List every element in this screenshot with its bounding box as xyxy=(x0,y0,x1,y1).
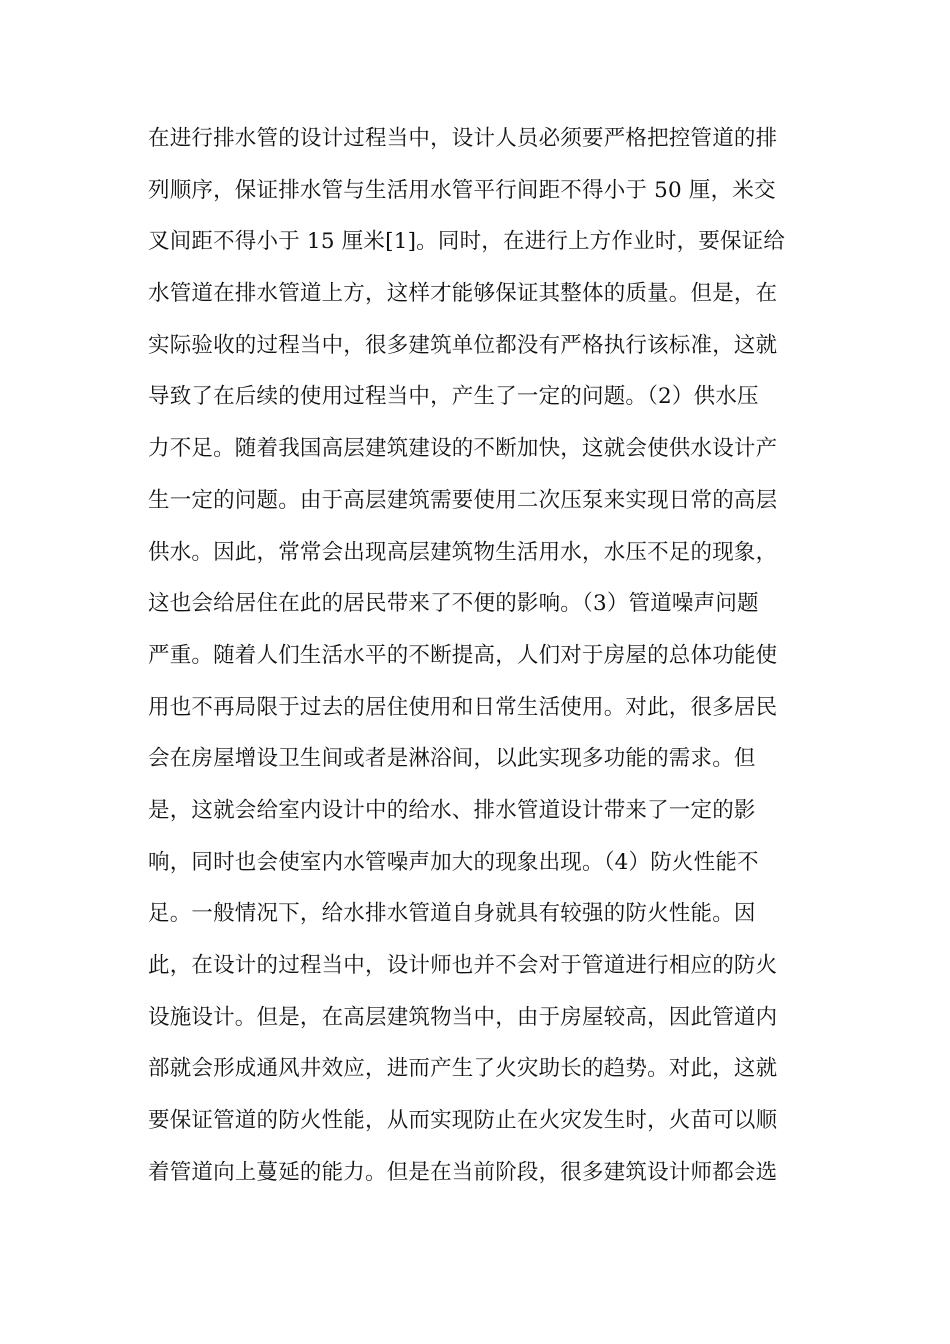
text-line: 供水。因此，常常会出现高层建筑物生活用水，水压不足的现象， xyxy=(148,539,778,565)
text-line: 响，同时也会使室内水管噪声加大的现象出现。（4）防火性能不 xyxy=(148,849,759,875)
body-paragraph xyxy=(148,113,808,1198)
text-line: 水管道在排水管道上方，这样才能够保证其整体的质量。但是，在 xyxy=(148,281,778,307)
text-line: 力不足。随着我国高层建筑建设的不断加快，这就会使供水设计产 xyxy=(148,436,778,462)
text-line: 叉间距不得小于 15 厘米[1]。同时，在进行上方作业时，要保证给 xyxy=(148,229,786,255)
text-line: 是，这就会给室内设计中的给水、排水管道设计带来了一定的影 xyxy=(148,797,756,823)
text-line: 设施设计。但是，在高层建筑物当中，由于房屋较高，因此管道内 xyxy=(148,1004,778,1030)
text-line: 生一定的问题。由于高层建筑需要使用二次压泵来实现日常的高层 xyxy=(148,487,778,513)
text-line: 严重。随着人们生活水平的不断提高，人们对于房屋的总体功能使 xyxy=(148,642,778,668)
text-line: 足。一般情况下，给水排水管道自身就具有较强的防火性能。因 xyxy=(148,901,756,927)
text-line: 要保证管道的防火性能，从而实现防止在火灾发生时，火苗可以顺 xyxy=(148,1108,778,1134)
text-line: 列顺序，保证排水管与生活用水管平行间距不得小于 50 厘，米交 xyxy=(148,177,776,203)
text-line: 实际验收的过程当中，很多建筑单位都没有严格执行该标准，这就 xyxy=(148,332,778,358)
text-line: 导致了在后续的使用过程当中，产生了一定的问题。（2）供水压 xyxy=(148,384,759,410)
text-line: 着管道向上蔓延的能力。但是在当前阶段，很多建筑设计师都会选 xyxy=(148,1159,778,1185)
text-line: 此，在设计的过程当中，设计师也并不会对于管道进行相应的防火 xyxy=(148,953,778,978)
text-line: 这也会给居住在此的居民带来了不便的影响。（3）管道噪声问题 xyxy=(148,591,759,617)
text-line: 用也不再局限于过去的居住使用和日常生活使用。对此，很多居民 xyxy=(148,694,778,720)
text-line: 会在房屋增设卫生间或者是淋浴间，以此实现多功能的需求。但 xyxy=(148,746,756,772)
text-line: 部就会形成通风井效应，进而产生了火灾助长的趋势。对此，这就 xyxy=(148,1056,778,1082)
text-line: 在进行排水管的设计过程当中，设计人员必须要严格把控管道的排 xyxy=(148,126,778,151)
